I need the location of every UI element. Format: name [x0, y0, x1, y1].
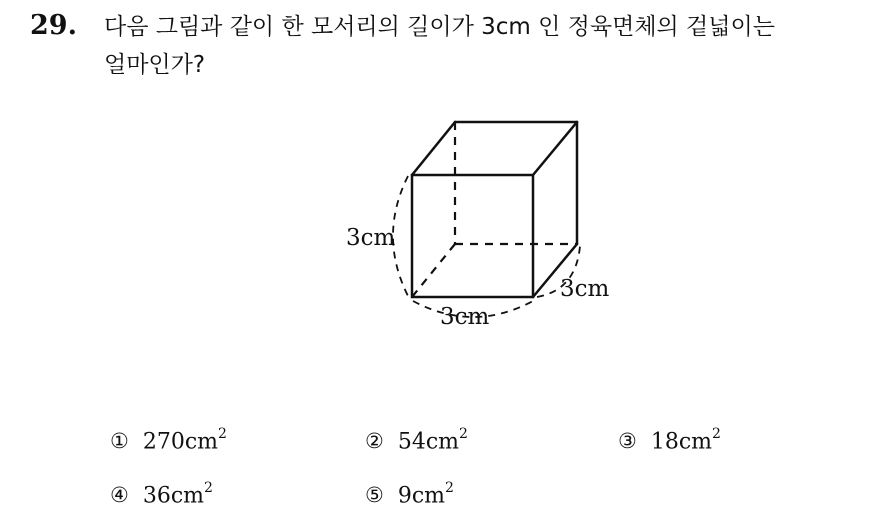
choice-value: $270cm^2$	[142, 426, 227, 455]
choice-value: $18cm^2$	[650, 426, 721, 455]
choice-mark: ③	[618, 429, 637, 454]
choice-mark: ⑤	[365, 483, 384, 508]
choice-value: $36cm^2$	[142, 480, 213, 508]
dimension-label-left: 3cm	[346, 225, 396, 251]
choice-2[interactable]	[365, 428, 468, 454]
question-text-line-2: 얼마인가?	[104, 52, 206, 78]
choice-mark: ①	[110, 429, 129, 454]
choice-mark: ④	[110, 483, 129, 508]
choice-1[interactable]	[110, 428, 227, 454]
choice-4[interactable]	[110, 482, 213, 508]
dimension-label-right: 3cm	[560, 276, 610, 302]
cube-front-face	[412, 175, 533, 297]
choice-3[interactable]	[618, 428, 721, 454]
choice-5[interactable]	[365, 482, 454, 508]
question-number: 29.	[30, 10, 77, 41]
cube-top-edge-left	[412, 122, 455, 175]
cube-hidden-bottom-left-edge	[412, 244, 455, 297]
cube-top-edge-right	[533, 122, 577, 175]
choice-value: $54cm^2$	[397, 426, 468, 455]
choice-mark: ②	[365, 429, 384, 454]
choice-value: $9cm^2$	[397, 480, 454, 508]
question-text-line-1: 다음 그림과 같이 한 모서리의 길이가 3cm 인 정육면체의 겉넓이는	[104, 14, 775, 40]
dimension-label-bottom: 3cm	[440, 304, 490, 330]
